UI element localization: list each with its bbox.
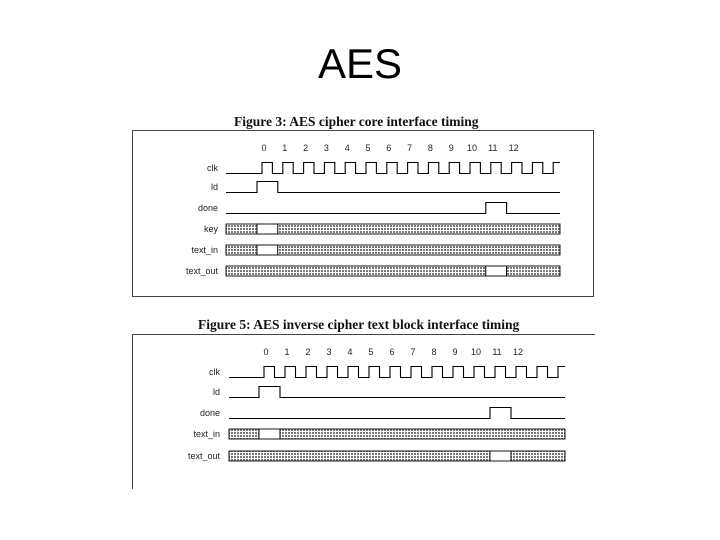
signal-label-done: done bbox=[197, 203, 218, 213]
signal-wave-done bbox=[229, 408, 565, 419]
signal-wave-ld bbox=[229, 387, 565, 398]
signal-label-text-in: text_in bbox=[193, 429, 220, 439]
cycle-label-8: 8 bbox=[431, 347, 437, 357]
cycle-label-5: 5 bbox=[365, 143, 371, 153]
cycle-label-1: 1 bbox=[282, 143, 288, 153]
cycle-label-0: 0 bbox=[261, 143, 267, 153]
cycle-label-12: 12 bbox=[512, 347, 524, 357]
cycle-label-11: 11 bbox=[492, 347, 502, 357]
signal-dontcare-text-out bbox=[511, 451, 565, 461]
signal-label-key: key bbox=[203, 224, 218, 234]
cycle-label-3: 3 bbox=[323, 143, 329, 153]
cycle-label-8: 8 bbox=[427, 143, 433, 153]
signal-label-text-out: text_out bbox=[187, 451, 220, 461]
cycle-label-9: 9 bbox=[452, 347, 458, 357]
cycle-label-6: 6 bbox=[389, 347, 395, 357]
signal-wave-clk bbox=[229, 367, 565, 378]
cycle-label-4: 4 bbox=[344, 143, 350, 153]
cycle-label-9: 9 bbox=[448, 143, 454, 153]
figure-3-caption: Figure 3: AES cipher core interface timing bbox=[234, 114, 479, 129]
cycle-label-1: 1 bbox=[284, 347, 290, 357]
signal-valid-text-out bbox=[490, 451, 511, 461]
signal-label-ld: ld bbox=[212, 387, 220, 397]
cycle-label-2: 2 bbox=[305, 347, 311, 357]
signal-dontcare-text-in bbox=[280, 429, 565, 439]
signal-label-done: done bbox=[199, 408, 220, 418]
cycle-label-0: 0 bbox=[263, 347, 269, 357]
cycle-label-12: 12 bbox=[508, 143, 519, 153]
signal-label-text-out: text_out bbox=[185, 266, 218, 276]
cycle-label-3: 3 bbox=[326, 347, 332, 357]
slide-title: AES bbox=[317, 40, 403, 87]
cycle-label-7: 7 bbox=[407, 143, 413, 153]
figure-5-caption: Figure 5: AES inverse cipher text block interface timing bbox=[198, 317, 520, 332]
signal-label-text-in: text_in bbox=[191, 245, 218, 255]
signal-label-clk: clk bbox=[209, 367, 220, 377]
cycle-label-10: 10 bbox=[466, 143, 478, 153]
cycle-label-5: 5 bbox=[368, 347, 374, 357]
cycle-label-11: 11 bbox=[488, 143, 498, 153]
cycle-label-4: 4 bbox=[347, 347, 353, 357]
cycle-label-7: 7 bbox=[410, 347, 416, 357]
signal-label-ld: ld bbox=[210, 182, 218, 192]
signal-dontcare-text-in bbox=[229, 429, 259, 439]
signal-dontcare-text-out bbox=[229, 451, 490, 461]
signal-label-clk: clk bbox=[207, 163, 218, 173]
cycle-label-2: 2 bbox=[303, 143, 309, 153]
cycle-label-10: 10 bbox=[470, 347, 482, 357]
cycle-label-6: 6 bbox=[386, 143, 392, 153]
signal-valid-text-in bbox=[259, 429, 280, 439]
